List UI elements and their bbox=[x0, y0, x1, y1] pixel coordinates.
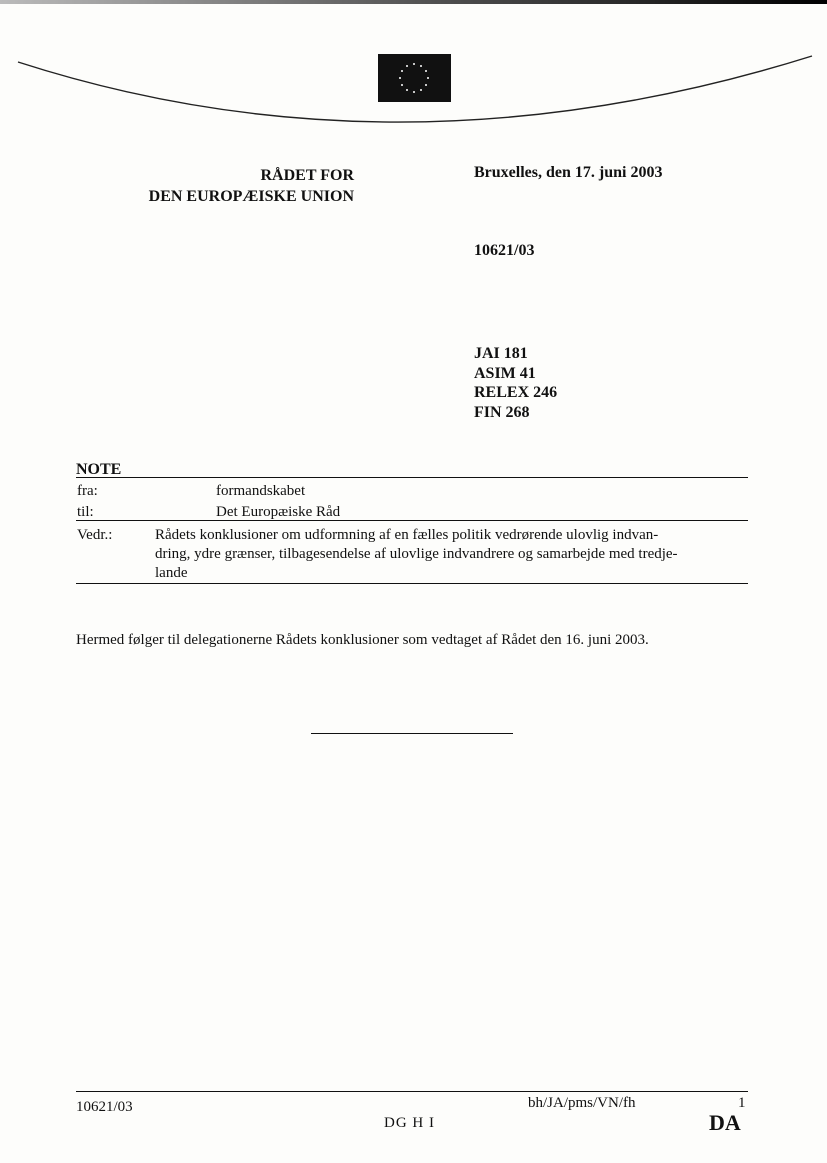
code-fin: FIN 268 bbox=[474, 403, 530, 421]
classification-codes bbox=[474, 344, 557, 422]
body-paragraph: Hermed følger til delegationerne Rådets konklusioner som vedtaget af Rådet den 16. juni 2003. bbox=[76, 632, 649, 648]
from-label: fra: bbox=[77, 483, 98, 499]
note-title: NOTE bbox=[76, 461, 122, 478]
council-heading bbox=[100, 165, 354, 207]
to-label: til: bbox=[77, 504, 94, 520]
subject-line-3: lande bbox=[155, 565, 188, 581]
footer-department: DG H I bbox=[384, 1115, 435, 1131]
top-edge-rule bbox=[0, 0, 827, 4]
note-rule-middle bbox=[76, 520, 748, 521]
footer-page-number: 1 bbox=[738, 1095, 746, 1111]
note-rule-bottom bbox=[76, 583, 748, 584]
footer-initials: bh/JA/pms/VN/fh bbox=[528, 1095, 636, 1111]
code-asim: ASIM 41 bbox=[474, 364, 536, 382]
code-jai: JAI 181 bbox=[474, 345, 528, 362]
council-line-2: DEN EUROPÆISKE UNION bbox=[148, 188, 354, 205]
end-rule bbox=[311, 733, 513, 734]
note-rule-top bbox=[76, 477, 748, 478]
subject-line-2: dring, ydre grænser, tilbagesendelse af ulovlige indvandrere og samarbejde med tredje- bbox=[155, 546, 678, 562]
eu-flag-icon bbox=[378, 54, 451, 102]
to-value: Det Europæiske Råd bbox=[216, 504, 341, 520]
subject-text bbox=[155, 526, 750, 583]
from-value: formandskabet bbox=[216, 483, 306, 499]
subject-line-1: Rådets konklusioner om udformning af en fælles politik vedrørende ulovlig indvan- bbox=[155, 527, 659, 543]
subject-label: Vedr.: bbox=[77, 527, 113, 543]
footer-rule bbox=[76, 1091, 748, 1092]
place-date: Bruxelles, den 17. juni 2003 bbox=[474, 164, 663, 181]
council-line-1: RÅDET FOR bbox=[260, 167, 354, 184]
document-number: 10621/03 bbox=[474, 242, 535, 259]
code-relex: RELEX 246 bbox=[474, 384, 558, 401]
footer-doc-number: 10621/03 bbox=[76, 1099, 133, 1115]
footer-language: DA bbox=[709, 1110, 741, 1135]
